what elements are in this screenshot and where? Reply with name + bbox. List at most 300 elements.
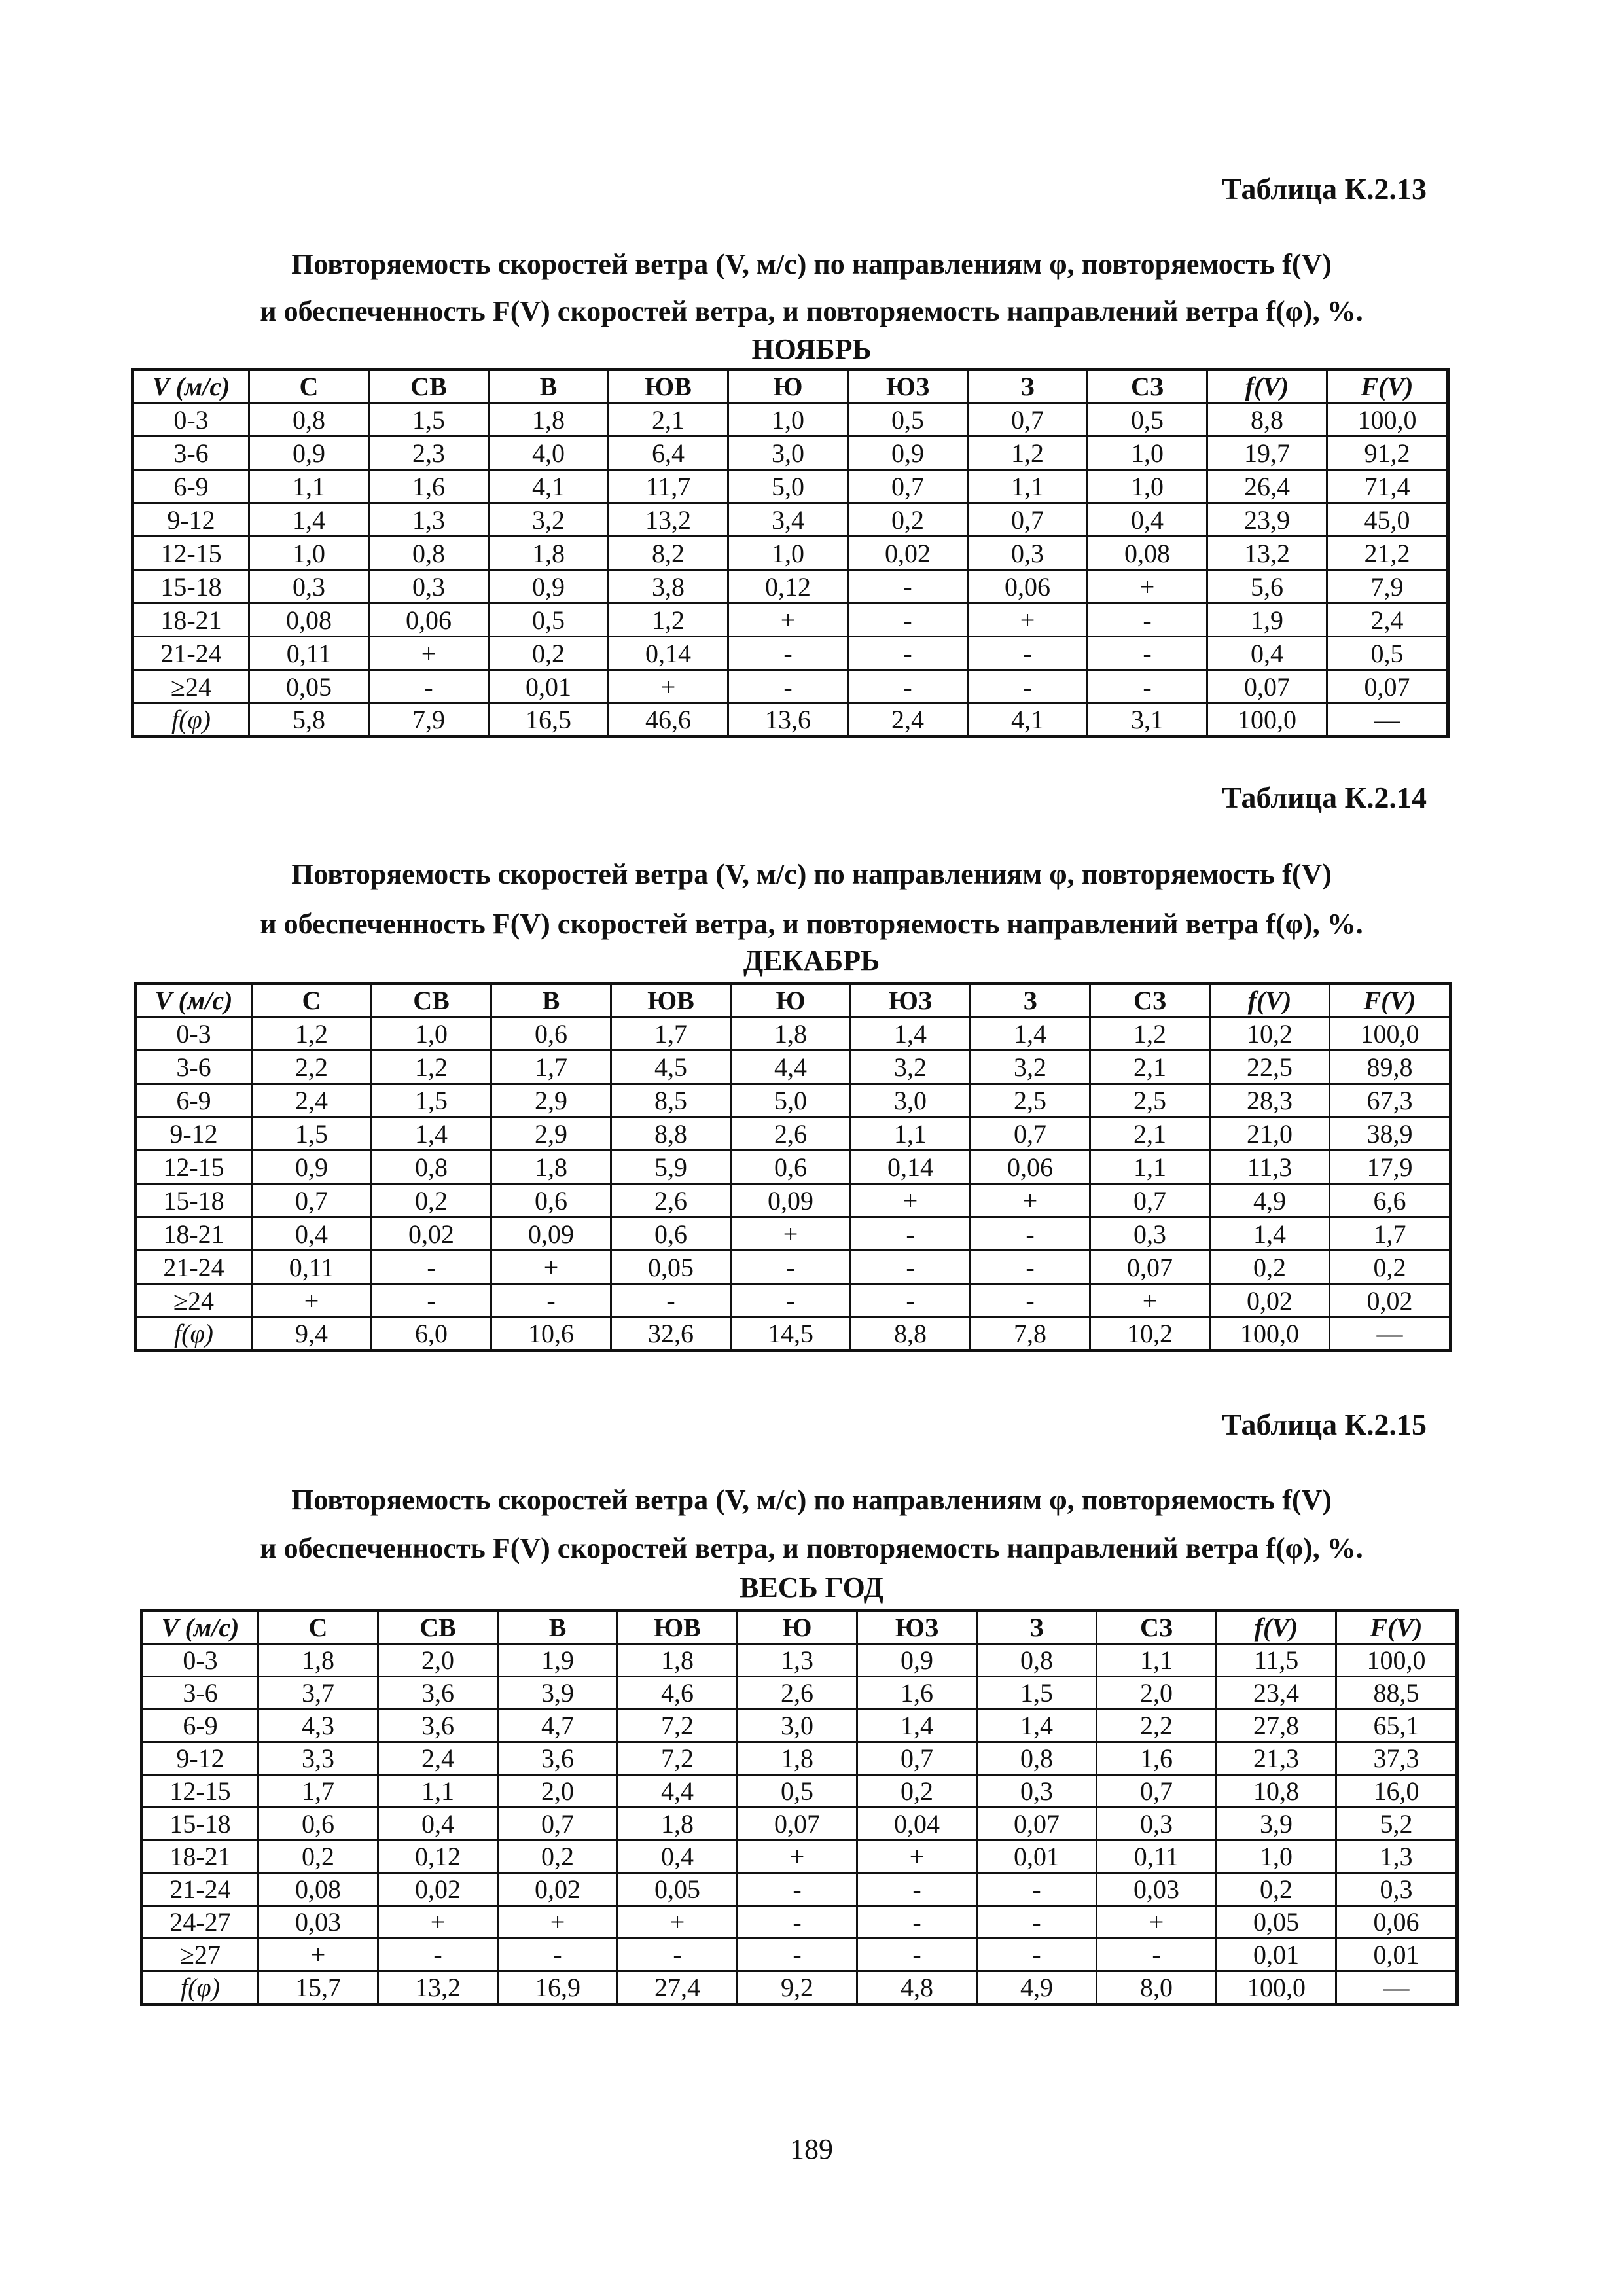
page-number: 189 [790, 2133, 833, 2165]
table-cell: 1,3 [369, 503, 489, 537]
table-cell: 1,8 [489, 403, 609, 437]
table-number: Таблица К.2.13 [1221, 172, 1427, 206]
table-cell: 27,8 [1217, 1710, 1336, 1742]
row-header-cell: 3-6 [142, 1677, 259, 1710]
table-header-row [133, 370, 1448, 403]
table-cell: - [851, 1284, 971, 1318]
table-cell: 3,6 [378, 1710, 498, 1742]
table-cell: - [738, 1939, 857, 1971]
table-cell: 0,5 [738, 1775, 857, 1808]
table-cell: 3,2 [971, 1050, 1090, 1084]
table-cell: 1,0 [728, 403, 848, 437]
table-cell: 1,8 [491, 1151, 611, 1184]
table-row [135, 1217, 1451, 1251]
table-cell: 2,1 [1090, 1117, 1210, 1151]
table-cell: 10,8 [1217, 1775, 1336, 1808]
table-row [135, 1151, 1451, 1184]
table-cell: + [968, 603, 1088, 637]
table-row [133, 704, 1448, 737]
row-header-cell: 6-9 [142, 1710, 259, 1742]
table-cell: 0,07 [1090, 1251, 1210, 1284]
table-cell: - [968, 670, 1088, 704]
table-cell: 0,4 [252, 1217, 372, 1251]
table-cell: 1,8 [738, 1742, 857, 1775]
table-cell: 1,1 [249, 470, 369, 503]
column-header: В [498, 1611, 618, 1644]
table-cell: 13,2 [609, 503, 728, 537]
table-cell: 2,1 [1090, 1050, 1210, 1084]
column-header: Ю [728, 370, 848, 403]
table-cell: 3,4 [728, 503, 848, 537]
table-cell: 7,2 [618, 1710, 738, 1742]
table-cell: 3,9 [498, 1677, 618, 1710]
table-cell: 1,0 [1088, 437, 1207, 470]
row-header-cell: 6-9 [135, 1084, 252, 1117]
table-cell: + [1090, 1284, 1210, 1318]
table-cell: 0,4 [1207, 637, 1327, 670]
table-cell: 3,2 [489, 503, 609, 537]
table-cell: 0,01 [1217, 1939, 1336, 1971]
table-cell: 1,2 [372, 1050, 491, 1084]
table-cell: - [369, 670, 489, 704]
table-cell: 11,5 [1217, 1644, 1336, 1677]
table-cell: 0,4 [1088, 503, 1207, 537]
table-period: ДЕКАБРЬ [743, 944, 880, 977]
column-header: ЮВ [618, 1611, 738, 1644]
table-row [135, 1318, 1451, 1351]
table-cell: 6,0 [372, 1318, 491, 1351]
column-header: СЗ [1088, 370, 1207, 403]
table-cell: 0,07 [1207, 670, 1327, 704]
table-cell: 19,7 [1207, 437, 1327, 470]
column-header: СВ [378, 1611, 498, 1644]
table-cell: 8,8 [611, 1117, 731, 1151]
table-cell: 1,4 [249, 503, 369, 537]
table-cell: 1,2 [609, 603, 728, 637]
table-cell: 0,2 [857, 1775, 977, 1808]
table-cell: 17,9 [1330, 1151, 1451, 1184]
table-cell: 1,0 [249, 537, 369, 570]
table-cell: 71,4 [1327, 470, 1448, 503]
table-cell: 0,5 [1327, 637, 1448, 670]
table-cell: 7,2 [618, 1742, 738, 1775]
table-cell: + [1097, 1906, 1217, 1939]
table-cell: - [968, 637, 1088, 670]
table-cell: 0,6 [491, 1017, 611, 1050]
table-cell: 6,6 [1330, 1184, 1451, 1217]
table-cell: 13,2 [1207, 537, 1327, 570]
table-cell: 0,5 [489, 603, 609, 637]
table-caption-line2: и обеспеченность F(V) скоростей ветра, и повторяемость направлений ветра f(φ), %. [260, 1532, 1363, 1564]
table-cell: 2,4 [1327, 603, 1448, 637]
table-cell: 2,3 [369, 437, 489, 470]
table-cell: 7,8 [971, 1318, 1090, 1351]
column-header: СЗ [1090, 984, 1210, 1017]
column-header: F(V) [1327, 370, 1448, 403]
table-cell: 5,6 [1207, 570, 1327, 603]
table-cell: 1,8 [731, 1017, 851, 1050]
table-cell: 8,2 [609, 537, 728, 570]
table-cell: 3,0 [851, 1084, 971, 1117]
table-cell: 4,4 [731, 1050, 851, 1084]
table-row [142, 1710, 1457, 1742]
table-row [142, 1677, 1457, 1710]
table-cell: 21,0 [1210, 1117, 1330, 1151]
table-period: НОЯБРЬ [751, 333, 872, 365]
table-cell: 1,6 [857, 1677, 977, 1710]
table-cell: 0,09 [731, 1184, 851, 1217]
table-cell: 0,8 [977, 1742, 1097, 1775]
table-cell: 0,8 [372, 1151, 491, 1184]
column-header: V (м/с) [135, 984, 252, 1017]
row-header-cell: 12-15 [142, 1775, 259, 1808]
table-cell: 27,4 [618, 1971, 738, 2005]
row-header-cell: ≥24 [135, 1284, 252, 1318]
column-header: С [259, 1611, 378, 1644]
wind-table [140, 1609, 1459, 2006]
table-cell: 5,0 [731, 1084, 851, 1117]
table-cell: 0,3 [369, 570, 489, 603]
table-cell: 0,3 [1336, 1873, 1457, 1906]
table-row [133, 570, 1448, 603]
table-cell: - [372, 1284, 491, 1318]
table-cell: 4,6 [618, 1677, 738, 1710]
table-cell: 6,4 [609, 437, 728, 470]
table-cell: - [1097, 1939, 1217, 1971]
table-cell: 100,0 [1210, 1318, 1330, 1351]
table-cell: 67,3 [1330, 1084, 1451, 1117]
table-cell: 0,02 [378, 1873, 498, 1906]
table-cell: 2,5 [971, 1084, 1090, 1117]
table-row [142, 1808, 1457, 1840]
table-cell: 0,3 [1097, 1808, 1217, 1840]
table-cell: - [618, 1939, 738, 1971]
table-number: Таблица К.2.14 [1221, 781, 1427, 814]
table-cell: 0,02 [1210, 1284, 1330, 1318]
table-cell: - [977, 1873, 1097, 1906]
table-cell: 3,7 [259, 1677, 378, 1710]
table-cell: 0,9 [252, 1151, 372, 1184]
table-cell: 5,9 [611, 1151, 731, 1184]
row-header-cell: 12-15 [133, 537, 249, 570]
table-cell: + [731, 1217, 851, 1251]
table-cell: 0,06 [1336, 1906, 1457, 1939]
column-header: З [971, 984, 1090, 1017]
table-caption-line1: Повторяемость скоростей ветра (V, м/с) по направлениям φ, повторяемость f(V) [291, 248, 1332, 280]
column-header: ЮЗ [848, 370, 968, 403]
table-cell: 0,8 [249, 403, 369, 437]
table-cell: - [731, 1284, 851, 1318]
table-cell: 15,7 [259, 1971, 378, 2005]
table-cell: 21,3 [1217, 1742, 1336, 1775]
column-header: f(V) [1207, 370, 1327, 403]
table-cell: 0,08 [259, 1873, 378, 1906]
table-cell: 1,5 [252, 1117, 372, 1151]
table-cell: 0,06 [968, 570, 1088, 603]
table-cell: 22,5 [1210, 1050, 1330, 1084]
table-cell: - [848, 637, 968, 670]
table-cell: 0,05 [618, 1873, 738, 1906]
table-cell: 3,6 [498, 1742, 618, 1775]
row-header-cell: ≥24 [133, 670, 249, 704]
table-cell: 0,6 [259, 1808, 378, 1840]
table-cell: 0,14 [609, 637, 728, 670]
table-cell: 0,05 [249, 670, 369, 704]
table-row [135, 1184, 1451, 1217]
row-header-cell: 3-6 [133, 437, 249, 470]
table-cell: 100,0 [1327, 403, 1448, 437]
table-header-row [135, 984, 1451, 1017]
table-cell: 23,9 [1207, 503, 1327, 537]
table-cell: 1,7 [491, 1050, 611, 1084]
table-cell: 2,2 [1097, 1710, 1217, 1742]
table-row [142, 1971, 1457, 2005]
table-cell: 16,0 [1336, 1775, 1457, 1808]
row-header-cell: 9-12 [135, 1117, 252, 1151]
wind-table [134, 982, 1452, 1352]
table-cell: + [1088, 570, 1207, 603]
table-cell: 0,2 [1210, 1251, 1330, 1284]
table-cell: - [1088, 603, 1207, 637]
table-cell: + [857, 1840, 977, 1873]
row-header-cell: 21-24 [142, 1873, 259, 1906]
table-cell: 1,8 [259, 1644, 378, 1677]
table-cell: 3,6 [378, 1677, 498, 1710]
table-cell: 0,2 [1330, 1251, 1451, 1284]
table-cell: 100,0 [1217, 1971, 1336, 2005]
table-cell: - [491, 1284, 611, 1318]
table-cell: 13,2 [378, 1971, 498, 2005]
table-cell: 5,8 [249, 704, 369, 737]
table-cell: 9,4 [252, 1318, 372, 1351]
table-caption-line2: и обеспеченность F(V) скоростей ветра, и повторяемость направлений ветра f(φ), %. [260, 295, 1363, 327]
table-cell: 38,9 [1330, 1117, 1451, 1151]
table-cell: 10,2 [1210, 1017, 1330, 1050]
table-cell: - [857, 1906, 977, 1939]
table-cell: 23,4 [1217, 1677, 1336, 1710]
table-cell: 0,8 [977, 1644, 1097, 1677]
table-row [133, 670, 1448, 704]
table-cell: 0,06 [971, 1151, 1090, 1184]
table-cell: 0,7 [1097, 1775, 1217, 1808]
table-cell: 4,5 [611, 1050, 731, 1084]
table-cell: 7,9 [1327, 570, 1448, 603]
table-cell: 8,5 [611, 1084, 731, 1117]
table-cell: - [971, 1284, 1090, 1318]
table-cell: 2,0 [378, 1644, 498, 1677]
table-cell: 0,05 [1217, 1906, 1336, 1939]
table-cell: - [848, 670, 968, 704]
table-cell: - [977, 1939, 1097, 1971]
table-cell: 1,4 [857, 1710, 977, 1742]
table-row [133, 503, 1448, 537]
row-header-cell: 15-18 [135, 1184, 252, 1217]
table-cell: 0,4 [618, 1840, 738, 1873]
column-header: СВ [369, 370, 489, 403]
table-cell: - [971, 1217, 1090, 1251]
table-row [142, 1840, 1457, 1873]
column-header: f(V) [1210, 984, 1330, 1017]
table-cell: + [971, 1184, 1090, 1217]
table-cell: 3,0 [738, 1710, 857, 1742]
table-cell: - [977, 1906, 1097, 1939]
table-cell: 13,6 [728, 704, 848, 737]
table-cell: 8,8 [1207, 403, 1327, 437]
column-header: ЮЗ [851, 984, 971, 1017]
table-row [133, 470, 1448, 503]
table-cell: 21,2 [1327, 537, 1448, 570]
table-cell: 100,0 [1330, 1017, 1451, 1050]
table-cell: — [1327, 704, 1448, 737]
table-cell: 0,5 [1088, 403, 1207, 437]
table-row [142, 1742, 1457, 1775]
table-cell: 1,0 [1217, 1840, 1336, 1873]
table-cell: 10,2 [1090, 1318, 1210, 1351]
table-cell: 0,3 [249, 570, 369, 603]
table-cell: 37,3 [1336, 1742, 1457, 1775]
row-header-cell: 3-6 [135, 1050, 252, 1084]
table-cell: 1,9 [1207, 603, 1327, 637]
table-cell: 0,3 [977, 1775, 1097, 1808]
table-cell: - [728, 637, 848, 670]
column-header: СЗ [1097, 1611, 1217, 1644]
table-cell: 1,1 [851, 1117, 971, 1151]
table-cell: 0,01 [489, 670, 609, 704]
table-cell: 0,9 [249, 437, 369, 470]
table-cell: — [1330, 1318, 1451, 1351]
table-cell: 0,2 [498, 1840, 618, 1873]
row-header-cell: 9-12 [142, 1742, 259, 1775]
column-header: ЮВ [611, 984, 731, 1017]
table-cell: 0,12 [378, 1840, 498, 1873]
table-cell: — [1336, 1971, 1457, 2005]
table-row [133, 403, 1448, 437]
table-cell: 1,5 [977, 1677, 1097, 1710]
table-cell: 0,02 [1330, 1284, 1451, 1318]
table-cell: - [731, 1251, 851, 1284]
table-cell: - [1088, 670, 1207, 704]
column-header: ЮВ [609, 370, 728, 403]
table-cell: - [851, 1217, 971, 1251]
row-header-cell: 15-18 [142, 1808, 259, 1840]
table-cell: - [848, 570, 968, 603]
table-cell: 2,6 [731, 1117, 851, 1151]
row-header-cell: 6-9 [133, 470, 249, 503]
column-header: F(V) [1330, 984, 1451, 1017]
table-cell: 1,6 [1097, 1742, 1217, 1775]
table-cell: 4,4 [618, 1775, 738, 1808]
table-row [135, 1251, 1451, 1284]
table-cell: 0,09 [491, 1217, 611, 1251]
table-cell: 65,1 [1336, 1710, 1457, 1742]
row-header-cell: 15-18 [133, 570, 249, 603]
table-cell: 4,1 [968, 704, 1088, 737]
table-cell: 0,6 [491, 1184, 611, 1217]
table-row [133, 437, 1448, 470]
table-cell: 0,9 [857, 1644, 977, 1677]
table-caption-line1: Повторяемость скоростей ветра (V, м/с) по направлениям φ, повторяемость f(V) [291, 1484, 1332, 1516]
table-cell: 1,1 [1090, 1151, 1210, 1184]
table-cell: - [728, 670, 848, 704]
table-cell: 8,0 [1097, 1971, 1217, 2005]
table-cell: 1,2 [252, 1017, 372, 1050]
table-row [142, 1906, 1457, 1939]
row-header-cell: 21-24 [135, 1251, 252, 1284]
column-header: С [252, 984, 372, 1017]
table-cell: 1,3 [1336, 1840, 1457, 1873]
table-row [133, 637, 1448, 670]
table-cell: 0,6 [731, 1151, 851, 1184]
table-cell: 0,03 [259, 1906, 378, 1939]
table-cell: 3,8 [609, 570, 728, 603]
table-cell: 16,9 [498, 1971, 618, 2005]
table-cell: 26,4 [1207, 470, 1327, 503]
table-cell: 4,1 [489, 470, 609, 503]
table-cell: - [378, 1939, 498, 1971]
table-cell: - [738, 1873, 857, 1906]
column-header: С [249, 370, 369, 403]
column-header: V (м/с) [142, 1611, 259, 1644]
row-header-cell: 0-3 [142, 1644, 259, 1677]
table-cell: - [848, 603, 968, 637]
table-cell: 4,9 [977, 1971, 1097, 2005]
row-header-cell: 0-3 [133, 403, 249, 437]
table-row [133, 603, 1448, 637]
table-row [135, 1084, 1451, 1117]
column-header: З [977, 1611, 1097, 1644]
table-cell: 1,8 [618, 1644, 738, 1677]
table-cell: - [857, 1939, 977, 1971]
table-cell: 14,5 [731, 1318, 851, 1351]
table-cell: 0,02 [498, 1873, 618, 1906]
table-cell: 0,11 [249, 637, 369, 670]
table-cell: 3,0 [728, 437, 848, 470]
table-row [133, 537, 1448, 570]
table-row [135, 1117, 1451, 1151]
table-cell: 1,3 [738, 1644, 857, 1677]
table-cell: + [259, 1939, 378, 1971]
table-cell: 32,6 [611, 1318, 731, 1351]
table-cell: - [372, 1251, 491, 1284]
table-cell: + [378, 1906, 498, 1939]
table-cell: 3,9 [1217, 1808, 1336, 1840]
table-cell: 10,6 [491, 1318, 611, 1351]
table-cell: 2,5 [1090, 1084, 1210, 1117]
table-cell: 0,06 [369, 603, 489, 637]
table-cell: 2,4 [378, 1742, 498, 1775]
table-caption-line2: и обеспеченность F(V) скоростей ветра, и повторяемость направлений ветра f(φ), %. [260, 908, 1363, 940]
table-row [135, 1284, 1451, 1318]
table-cell: 0,6 [611, 1217, 731, 1251]
table-cell: 0,02 [848, 537, 968, 570]
table-cell: 11,3 [1210, 1151, 1330, 1184]
table-cell: 1,5 [369, 403, 489, 437]
table-cell: 1,0 [372, 1017, 491, 1050]
table-cell: 0,12 [728, 570, 848, 603]
table-number: Таблица К.2.15 [1221, 1408, 1427, 1441]
table-cell: 0,7 [968, 403, 1088, 437]
table-cell: + [738, 1840, 857, 1873]
row-header-cell: 0-3 [135, 1017, 252, 1050]
row-header-cell: 18-21 [133, 603, 249, 637]
column-header: В [489, 370, 609, 403]
table-cell: 0,2 [1217, 1873, 1336, 1906]
table-cell: + [369, 637, 489, 670]
column-header: ЮЗ [857, 1611, 977, 1644]
row-header-cell: f(φ) [135, 1318, 252, 1351]
table-cell: 0,9 [848, 437, 968, 470]
table-cell: 0,04 [857, 1808, 977, 1840]
